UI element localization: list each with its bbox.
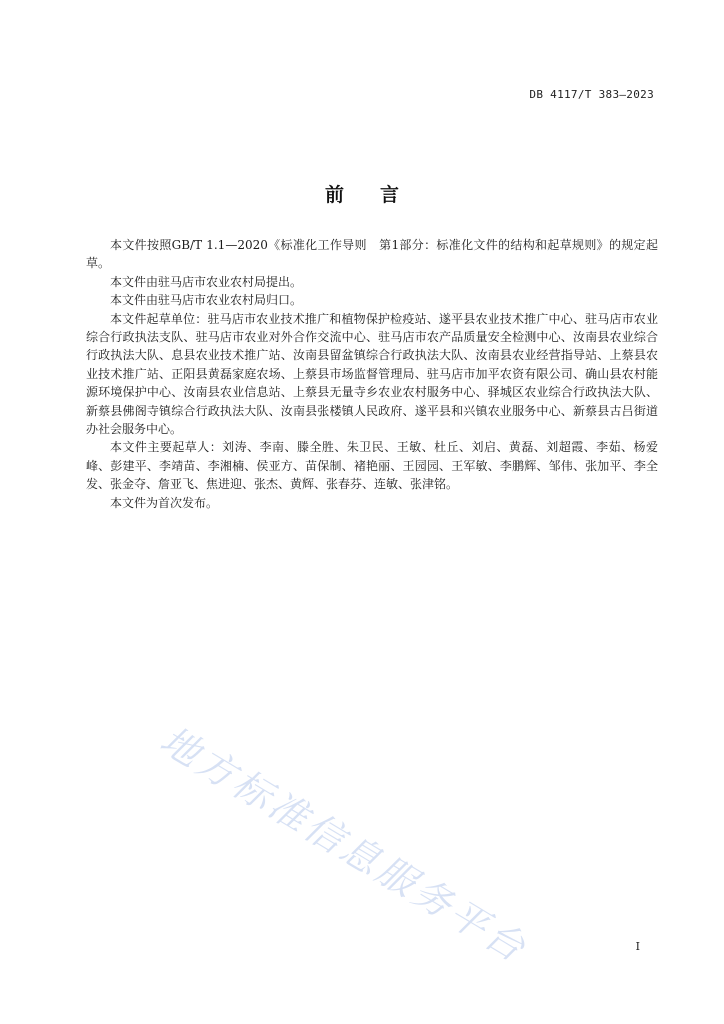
page-number: I [635,940,640,953]
page-title [0,180,724,207]
foreword-body [86,236,658,512]
paragraph-first-release: 本文件为首次发布。 [110,495,219,510]
paragraph-centralized-by: 本文件由驻马店市农业农村局归口。 [110,293,303,308]
document-code: DB 4117/T 383—2023 [529,88,654,101]
title-char-1: 前 [324,184,344,206]
paragraph-proposed-by: 本文件由驻马店市农业农村局提出。 [110,274,303,289]
paragraph-main-drafters: 本文件主要起草人：刘涛、李南、滕全胜、朱卫民、王敏、杜丘、刘启、黄磊、刘超霞、李茹、杨爱峰、彭建平、李靖苗、李湘楠、侯亚方、苗保制、褚艳丽、王园园、王军敏、李鹏辉、邹伟、张加平、李全发、张金夺、詹亚飞、焦进迎、张杰、黄辉、张春芬、连敏、张津铭。 [86,440,658,492]
paragraph-drafting-units: 本文件起草单位：驻马店市农业技术推广和植物保护检疫站、遂平县农业技术推广中心、驻马店市农业综合行政执法支队、驻马店市农业对外合作交流中心、驻马店市农产品质量安全检测中心、汝南县农业综合行政执法大队、息县农业技术推广站、汝南县留盆镇综合行政执法大队、汝南县农业经营指导站、上蔡县农业技术推广站、正阳县黄磊家庭农场、上蔡县市场监督管理局、驻马店市加平农资有限公司、确山县农村能源环境保护中心、汝南县农业信息站、上蔡县无量寺乡农业农村服务中心、驿城区农业综合行政执法大队、新蔡县佛阁寺镇综合行政执法大队、汝南县张楼镇人民政府、遂平县和兴镇农业服务中心、新蔡县古吕街道办社会服务中心。 [86,311,658,437]
paragraph-drafting-basis: 本文件按照GB/T 1.1—2020《标准化工作导则 第1部分：标准化文件的结构和起草规则》的规定起草。 [86,238,658,271]
title-char-2: 言 [380,184,400,206]
watermark-text: 地方标准信息服务平台 [152,717,536,972]
